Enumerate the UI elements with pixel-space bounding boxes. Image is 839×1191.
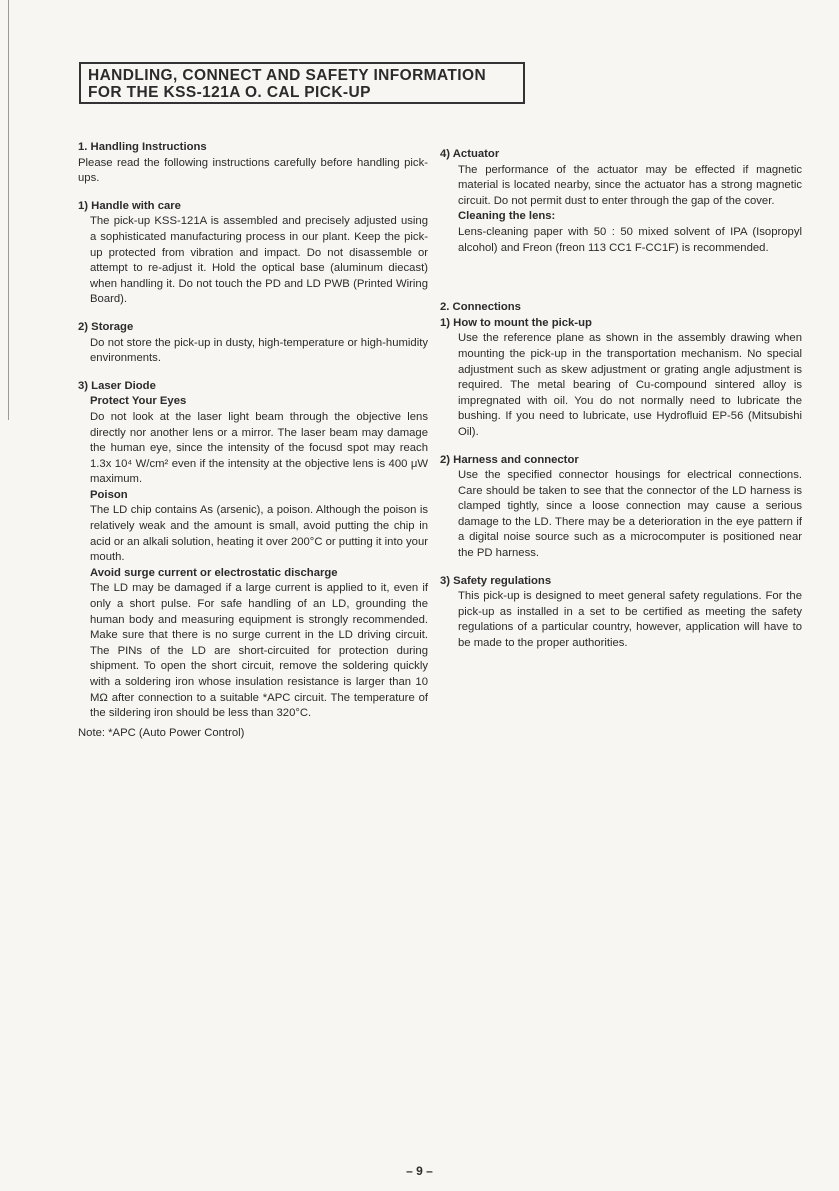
left-column [78, 140, 428, 741]
handle-care-text: The pick-up KSS-121A is assembled and precisely adjusted using a sophisticated manufacturing process in our plant. Keep the pick-up protected from vibration and impact. Do not disassemble or attempt to re-adjust it. Hold the optical base (aluminum diecast) when handling it. Do not touch the PD and LD PWB (Printed Wiring Board). [90, 215, 428, 306]
harness-text: Use the specified connector housings for electrical connections. Care should be taken to see that the connector of the LD harness is clamped tightly, since a loose connection may cause a serious damage to the LD. There may be a deterioration in the eye pattern if a digital noise source such as a microcomputer is positioned near the PD harness. [458, 469, 802, 560]
page-number: – 9 – [406, 1164, 433, 1178]
title-box [79, 62, 525, 104]
cleaning-subheading: Cleaning the lens: [458, 210, 556, 223]
title-line-2: FOR THE KSS-121A O. CAL PICK-UP [88, 84, 371, 101]
poison-text: The LD chip contains As (arsenic), a poison. Although the poison is relatively weak and the amount is small, avoid putting the chip in acid or an alkali solution, heating it over 200°C or putting it into your mouth. [90, 504, 428, 564]
surge-text: The LD may be damaged if a large current is applied to it, even if only a short pulse. For safe handling of an LD, grounding the human body and measuring equipment is strongly recommended. Make sure that there is no surge current in the LD driving circuit. The PINs of the LD are short-circuited for protection during shipment. To open the short circuit, remove the soldering quickly with a soldering iron whose insulation resistance is larger than 10 MΩ after connection to a suitable *APC circuit. The temperature of the sildering iron should be less than 320°C. [90, 582, 428, 720]
mount-text: Use the reference plane as shown in the assembly drawing when mounting the pick-up in the transportation mechanism. No special adjustment such as skew adjustment or grating angle adjustment is required. The metal bearing of Cu-compound sintered alloy is impregnated with oil. You do not normally need to lubricate the bushing. If you need to lubricate, use Hydrofluid EP-56 (Mitsubishi Oil). [458, 332, 802, 438]
storage-heading: 2) Storage [78, 320, 134, 333]
protect-eyes-text: Do not look at the laser light beam through the objective lens directly nor another lens or a mirror. The laser beam may damage the human eye, since the intensity of the focusd spot may reach 1.3x 10⁴ W/cm² even if the intensity at the objective lens is 400 μW maximum. [90, 410, 428, 486]
actuator-text: The performance of the actuator may be effected if magnetic material is located nearby, since the actuator has a strong magnetic circuit. Do not permit dust to enter through the gap of the cover. [458, 163, 802, 207]
safety-text: This pick-up is designed to meet general safety regulations. For the pick-up as installed in a set to be certified as meeting the safety regulations of a particular country, however, application will have to be made to the proper authorities. [458, 590, 802, 650]
laser-diode-body [78, 394, 428, 721]
laser-diode-heading: 3) Laser Diode [78, 379, 156, 392]
safety-heading: 3) Safety regulations [440, 574, 552, 587]
cleaning-text: Lens-cleaning paper with 50 : 50 mixed solvent of IPA (Isopropyl alcohol) and Freon (freon 113 CC1 F-CC1F) is recommended. [458, 225, 802, 254]
apc-note: Note: *APC (Auto Power Control) [78, 726, 245, 739]
binding-edge-line [8, 0, 9, 420]
section-1-intro: Please read the following instructions carefully before handling pick-ups. [78, 156, 428, 185]
mount-heading: 1) How to mount the pick-up [440, 316, 592, 329]
title-line-1: HANDLING, CONNECT AND SAFETY INFORMATION [88, 67, 487, 84]
protect-eyes-subheading: Protect Your Eyes [90, 395, 187, 408]
right-column [440, 147, 802, 652]
storage-text: Do not store the pick-up in dusty, high-temperature or high-humidity environments. [90, 336, 428, 365]
poison-subheading: Poison [90, 488, 128, 501]
section-2-heading: 2. Connections [440, 301, 521, 314]
handle-care-heading: 1) Handle with care [78, 199, 181, 212]
actuator-body [440, 163, 802, 257]
actuator-heading: 4) Actuator [440, 148, 500, 160]
section-1-heading: 1. Handling Instructions [78, 141, 207, 153]
surge-subheading: Avoid surge current or electrostatic discharge [90, 566, 338, 579]
harness-heading: 2) Harness and connector [440, 453, 579, 466]
